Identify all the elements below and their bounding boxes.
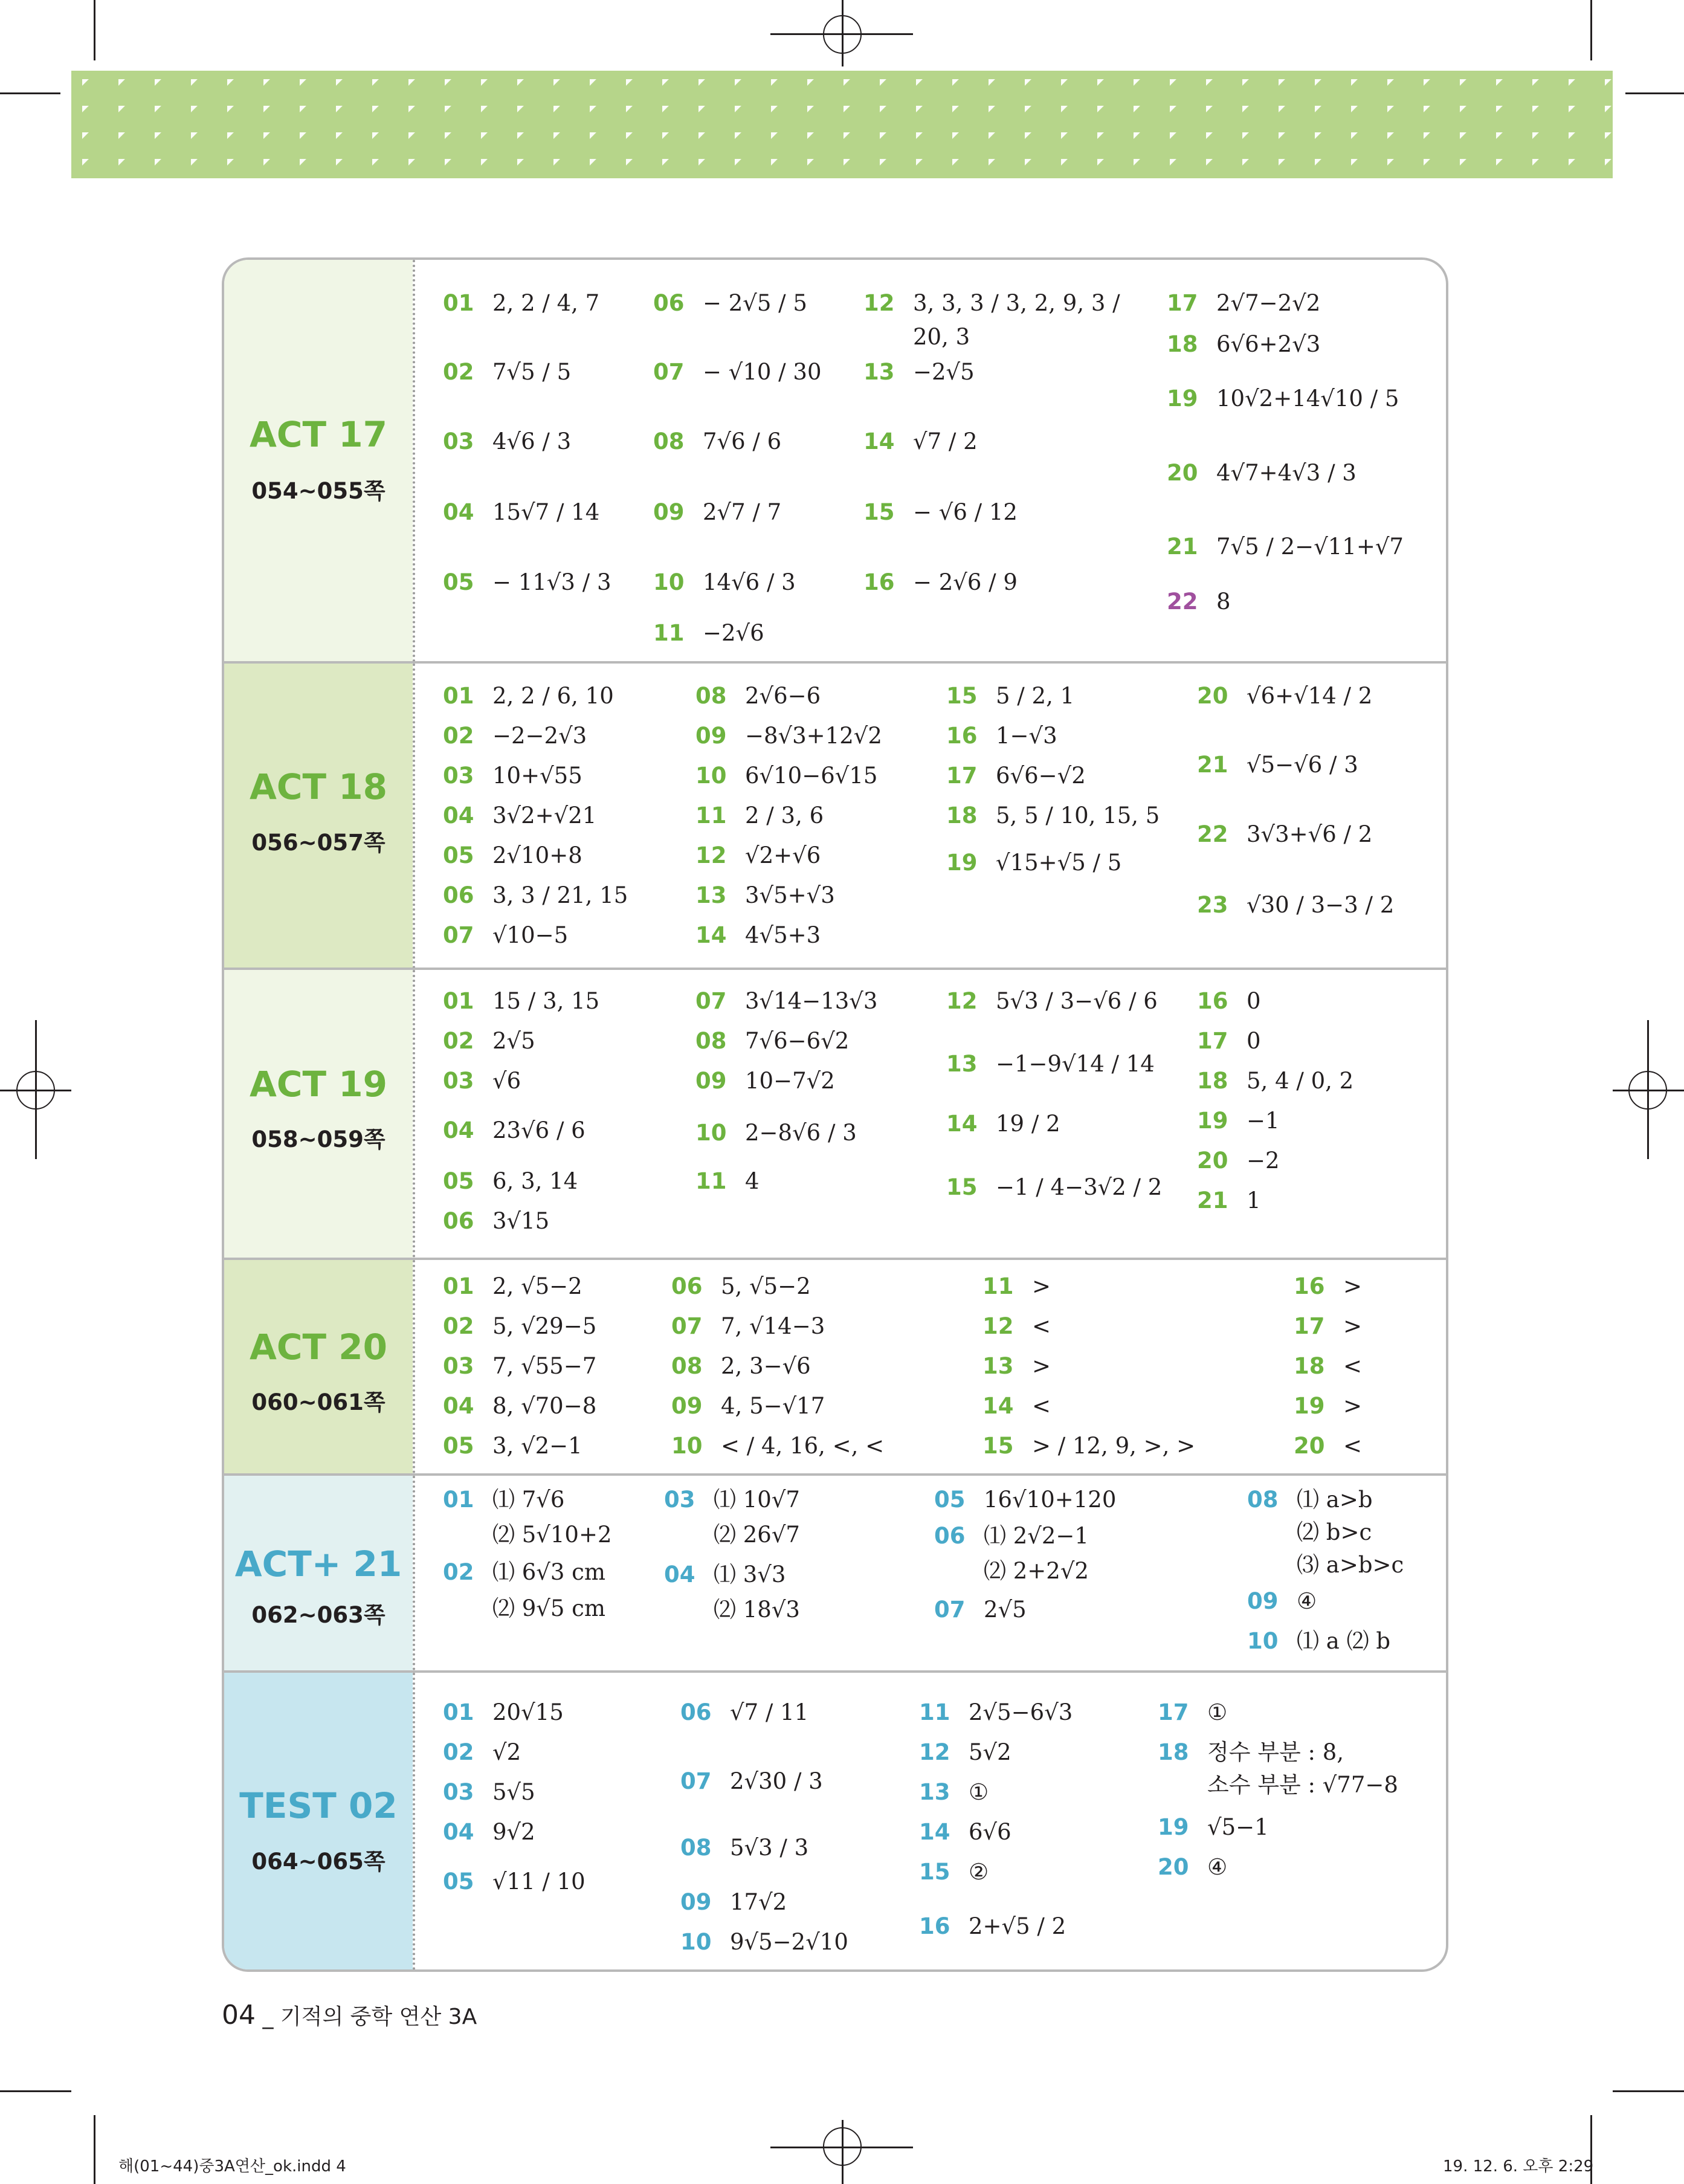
answer-text: 5√3 / 3	[730, 1835, 809, 1861]
answer-number: 08	[671, 1353, 703, 1379]
answer-text: 4, 5−√17	[721, 1393, 825, 1419]
answer-number: 02	[443, 723, 474, 749]
answer-text: 3√5+√3	[745, 882, 835, 908]
answer-text: 1	[1247, 1187, 1261, 1213]
answer-text: 2√10+8	[492, 842, 582, 868]
answer-number: 12	[946, 988, 978, 1014]
answer-number: 09	[680, 1889, 712, 1915]
answer-text: ⑵ 18√3	[714, 1597, 800, 1623]
answer-text: 23√6 / 6	[492, 1117, 586, 1143]
answer-number: 10	[653, 569, 685, 595]
answer-text: 5√3 / 3−√6 / 6	[996, 988, 1158, 1014]
section-title: ACT 18	[250, 766, 387, 807]
section-title: ACT 20	[250, 1326, 387, 1368]
crop-mark	[1590, 0, 1592, 60]
answer-text: 20√15	[492, 1699, 564, 1725]
answer-text: >	[1032, 1353, 1051, 1379]
answer-text: 3√3+√6 / 2	[1247, 821, 1373, 847]
print-slug-file: 해(01~44)중3A연산_ok.indd 4	[118, 2157, 346, 2176]
answer-text: ⑵ 9√5 cm	[492, 1595, 605, 1621]
answer-number: 14	[919, 1819, 950, 1845]
answer-number: 18	[946, 803, 978, 829]
answer-number: 08	[653, 428, 685, 454]
answer-number: 10	[671, 1433, 703, 1459]
answer-text: 4√6 / 3	[492, 428, 572, 454]
page-number: 04	[222, 2000, 256, 2031]
answer-text: −2√6	[703, 620, 764, 646]
answer-text: < / 4, 16, <, <	[721, 1433, 885, 1459]
answer-text: − 11√3 / 3	[492, 569, 611, 595]
answer-number: 13	[982, 1353, 1014, 1379]
answer-text: √6+√14 / 2	[1247, 683, 1373, 709]
answer-number: 06	[934, 1523, 966, 1549]
answer-number: 07	[934, 1597, 966, 1623]
header-band	[71, 71, 1613, 178]
answer-number: 17	[1294, 1313, 1325, 1339]
answer-number: 04	[443, 803, 474, 829]
answer-number: 12	[695, 842, 727, 868]
section-label	[224, 664, 413, 969]
answer-number: 07	[443, 922, 474, 948]
answer-number: 05	[934, 1487, 966, 1513]
answer-number: 13	[919, 1779, 950, 1805]
section-pages: 054~055쪽	[251, 478, 386, 504]
answer-text: > / 12, 9, >, >	[1032, 1433, 1196, 1459]
answer-text: 2, 2 / 4, 7	[492, 290, 600, 316]
answer-number: 21	[1197, 1187, 1228, 1213]
answer-number: 23	[1197, 892, 1228, 918]
answer-text: 정수 부분 : 8,	[1207, 1739, 1344, 1765]
answer-number: 06	[443, 1208, 474, 1234]
answer-number: 18	[1294, 1353, 1325, 1379]
dotted-divider	[413, 1476, 415, 1670]
answer-text: ⑴ 7√6	[492, 1487, 565, 1513]
answer-number: 02	[443, 359, 474, 385]
answer-text: 소수 부분 : √77−8	[1207, 1772, 1398, 1798]
answer-text: 2+√5 / 2	[969, 1913, 1066, 1939]
answer-number: 13	[695, 882, 727, 908]
answer-number: 17	[1167, 290, 1198, 316]
answer-number: 15	[863, 499, 895, 525]
section-act17	[224, 260, 1446, 662]
answer-number: 20	[1294, 1433, 1325, 1459]
section-title: ACT+ 21	[234, 1543, 402, 1585]
answer-number: 15	[946, 1174, 978, 1200]
answer-text: − 2√5 / 5	[703, 290, 807, 316]
answer-number: 01	[443, 683, 474, 709]
answer-text: √5−1	[1207, 1814, 1269, 1840]
answer-text: √2+√6	[745, 842, 821, 868]
answer-text: <	[1032, 1313, 1051, 1339]
dotted-divider	[413, 664, 415, 969]
dotted-divider	[413, 260, 415, 662]
answer-number: 18	[1167, 331, 1198, 357]
answer-number: 15	[946, 683, 978, 709]
answer-number: 07	[671, 1313, 703, 1339]
answer-number: 06	[671, 1273, 703, 1299]
section-title: ACT 19	[250, 1064, 387, 1105]
answer-number: 01	[443, 290, 474, 316]
section-pages: 056~057쪽	[251, 830, 386, 856]
answer-text: ④	[1207, 1854, 1228, 1880]
answer-number: 01	[443, 988, 474, 1014]
answer-text: ⑶ a>b>c	[1297, 1552, 1404, 1578]
answer-text: ⑴ a>b	[1297, 1487, 1373, 1513]
answer-number: 14	[982, 1393, 1014, 1419]
answer-text: √30 / 3−3 / 2	[1247, 892, 1395, 918]
answer-number: 12	[863, 290, 895, 316]
answer-number: 02	[443, 1739, 474, 1765]
answer-text: ④	[1297, 1588, 1317, 1614]
answer-number: 18	[1158, 1739, 1189, 1765]
answer-number: 13	[946, 1051, 978, 1077]
section-act18	[224, 664, 1446, 969]
answer-number: 22	[1197, 821, 1228, 847]
answer-text: 6√6	[969, 1819, 1011, 1845]
answer-text: 7√5 / 5	[492, 359, 572, 385]
answer-text: 7, √14−3	[721, 1313, 825, 1339]
answer-text: 5 / 2, 1	[996, 683, 1075, 709]
answer-text: 2√7 / 7	[703, 499, 782, 525]
answer-text: 15 / 3, 15	[492, 988, 600, 1014]
answer-text: 20, 3	[913, 324, 970, 350]
answer-number: 14	[946, 1111, 978, 1137]
answer-text: √7 / 11	[730, 1699, 809, 1725]
answer-text: ⑵ 5√10+2	[492, 1522, 612, 1548]
answer-number: 03	[443, 1779, 474, 1805]
answer-text: 3√14−13√3	[745, 988, 878, 1014]
answer-text: 7√6 / 6	[703, 428, 782, 454]
answer-number: 09	[671, 1393, 703, 1419]
answer-text: √15+√5 / 5	[996, 850, 1122, 876]
answer-text: ⑴ a ⑵ b	[1297, 1628, 1391, 1654]
answer-text: √6	[492, 1068, 521, 1094]
answer-number: 17	[1197, 1028, 1228, 1054]
answer-text: >	[1032, 1273, 1051, 1299]
crop-mark	[0, 92, 60, 94]
answer-text: 0	[1247, 1028, 1261, 1054]
answer-text: 5, 4 / 0, 2	[1247, 1068, 1354, 1094]
answer-text: 4√5+3	[745, 922, 821, 948]
answer-table	[222, 257, 1448, 1972]
section-label	[224, 260, 413, 662]
answer-number: 02	[443, 1028, 474, 1054]
answer-number: 16	[1197, 988, 1228, 1014]
answer-number: 11	[653, 620, 685, 646]
answer-text: −2−2√3	[492, 723, 587, 749]
answer-text: √10−5	[492, 922, 569, 948]
footer-separator: _	[262, 2005, 274, 2029]
crop-mark	[1625, 92, 1684, 94]
answer-text: √5−√6 / 3	[1247, 752, 1358, 778]
crop-mark	[0, 2090, 71, 2092]
answer-text: 16√10+120	[984, 1487, 1117, 1513]
answer-text: √11 / 10	[492, 1869, 586, 1895]
answer-text: 19 / 2	[996, 1111, 1060, 1137]
answer-text: 4√7+4√3 / 3	[1216, 460, 1357, 486]
section-label	[224, 970, 413, 1258]
section-pages: 058~059쪽	[251, 1126, 386, 1152]
answer-number: 05	[443, 1869, 474, 1895]
answer-number: 16	[946, 723, 978, 749]
answer-number: 12	[982, 1313, 1014, 1339]
answer-text: 5, √5−2	[721, 1273, 811, 1299]
answer-number: 03	[443, 1068, 474, 1094]
answer-text: 2, 3−√6	[721, 1353, 811, 1379]
answer-text: 8	[1216, 589, 1231, 615]
answer-text: 3√2+√21	[492, 803, 597, 829]
answer-number: 13	[863, 359, 895, 385]
answer-number: 04	[443, 1393, 474, 1419]
answer-number: 08	[1247, 1487, 1279, 1513]
answer-number: 22	[1167, 589, 1198, 615]
answer-text: <	[1343, 1353, 1363, 1379]
answer-text: −2√5	[913, 359, 975, 385]
answer-number: 04	[443, 1117, 474, 1143]
answer-text: 5, 5 / 10, 15, 5	[996, 803, 1160, 829]
answer-text: 10√2+14√10 / 5	[1216, 386, 1399, 412]
answer-number: 18	[1197, 1068, 1228, 1094]
answer-number: 07	[680, 1768, 712, 1794]
answer-number: 11	[982, 1273, 1014, 1299]
answer-text: 0	[1247, 988, 1261, 1014]
dotted-divider	[413, 970, 415, 1258]
section-act19	[224, 970, 1446, 1258]
answer-number: 05	[443, 569, 474, 595]
answer-number: 09	[1247, 1588, 1279, 1614]
answer-number: 20	[1158, 1854, 1189, 1880]
answer-text: ⑴ 3√3	[714, 1562, 786, 1588]
answer-number: 03	[443, 428, 474, 454]
answer-number: 06	[443, 882, 474, 908]
page-footer	[222, 2000, 477, 2031]
answer-number: 19	[1158, 1814, 1189, 1840]
answer-text: ①	[1207, 1699, 1228, 1725]
answer-number: 03	[443, 1353, 474, 1379]
crop-mark	[94, 0, 95, 60]
answer-number: 15	[919, 1859, 950, 1885]
answer-text: −1	[1247, 1108, 1280, 1134]
answer-text: 14√6 / 3	[703, 569, 796, 595]
section-test02	[224, 1673, 1446, 1972]
answer-text: 10+√55	[492, 763, 582, 789]
answer-text: 5√5	[492, 1779, 535, 1805]
answer-text: − √10 / 30	[703, 359, 822, 385]
answer-text: 2√7−2√2	[1216, 290, 1321, 316]
answer-text: − √6 / 12	[913, 499, 1018, 525]
answer-number: 03	[664, 1487, 695, 1513]
answer-text: 2√30 / 3	[730, 1768, 823, 1794]
answer-number: 16	[863, 569, 895, 595]
answer-text: 5, √29−5	[492, 1313, 597, 1339]
answer-number: 08	[695, 1028, 727, 1054]
answer-text: ⑵ 2+2√2	[984, 1558, 1089, 1584]
crop-mark	[94, 2115, 95, 2184]
answer-text: >	[1343, 1313, 1363, 1339]
answer-text: 3, √2−1	[492, 1433, 582, 1459]
answer-text: −2	[1247, 1148, 1280, 1174]
answer-text: 2, 2 / 6, 10	[492, 683, 614, 709]
registration-mark	[823, 15, 862, 54]
answer-number: 01	[443, 1487, 474, 1513]
answer-text: ⑵ 26√7	[714, 1522, 800, 1548]
answer-text: ⑴ 10√7	[714, 1487, 800, 1513]
answer-number: 19	[1197, 1108, 1228, 1134]
answer-text: 3, 3, 3 / 3, 2, 9, 3 /	[913, 290, 1120, 316]
answer-number: 03	[443, 763, 474, 789]
print-slug-date: 19. 12. 6. 오후 2:29	[1443, 2157, 1594, 2176]
answer-text: 9√2	[492, 1819, 535, 1845]
answer-text: 2, √5−2	[492, 1273, 582, 1299]
answer-text: ②	[969, 1859, 989, 1885]
answer-number: 04	[664, 1562, 695, 1588]
answer-text: √2	[492, 1739, 521, 1765]
answer-number: 06	[653, 290, 685, 316]
answer-number: 11	[919, 1699, 950, 1725]
answer-text: 17√2	[730, 1889, 787, 1915]
answer-number: 09	[653, 499, 685, 525]
answer-number: 06	[680, 1699, 712, 1725]
dotted-divider	[413, 1673, 415, 1972]
answer-text: −8√3+12√2	[745, 723, 882, 749]
registration-mark	[16, 1071, 55, 1110]
answer-number: 05	[443, 1433, 474, 1459]
answer-text: 10−7√2	[745, 1068, 835, 1094]
answer-number: 12	[919, 1739, 950, 1765]
answer-text: 2√5	[492, 1028, 535, 1054]
answer-text: 1−√3	[996, 723, 1057, 749]
answer-number: 04	[443, 499, 474, 525]
answer-text: <	[1343, 1433, 1363, 1459]
section-act20	[224, 1260, 1446, 1473]
answer-text: − 2√6 / 9	[913, 569, 1018, 595]
answer-number: 10	[680, 1929, 712, 1955]
answer-text: 2 / 3, 6	[745, 803, 824, 829]
answer-number: 20	[1197, 683, 1228, 709]
answer-number: 09	[695, 1068, 727, 1094]
answer-text: ①	[969, 1779, 989, 1805]
crop-mark	[1613, 2090, 1684, 2092]
answer-text: −1 / 4−3√2 / 2	[996, 1174, 1163, 1200]
answer-number: 05	[443, 842, 474, 868]
answer-text: 6√10−6√15	[745, 763, 878, 789]
answer-text: 8, √70−8	[492, 1393, 597, 1419]
answer-text: 6, 3, 14	[492, 1168, 578, 1194]
section-pages: 062~063쪽	[251, 1602, 386, 1628]
answer-text: ⑵ b>c	[1297, 1519, 1372, 1545]
answer-text: 4	[745, 1168, 760, 1194]
answer-text: ⑴ 2√2−1	[984, 1523, 1089, 1549]
answer-text: 2−8√6 / 3	[745, 1120, 857, 1146]
answer-text: −1−9√14 / 14	[996, 1051, 1155, 1077]
answer-number: 14	[695, 922, 727, 948]
answer-number: 16	[919, 1913, 950, 1939]
answer-text: 3, 3 / 21, 15	[492, 882, 628, 908]
answer-text: 9√5−2√10	[730, 1929, 848, 1955]
answer-text: >	[1343, 1393, 1363, 1419]
answer-text: 3√15	[492, 1208, 550, 1234]
answer-number: 14	[863, 428, 895, 454]
answer-number: 11	[695, 1168, 727, 1194]
answer-text: 2√6−6	[745, 683, 821, 709]
section-pages: 064~065쪽	[251, 1849, 386, 1875]
answer-number: 01	[443, 1699, 474, 1725]
answer-number: 07	[695, 988, 727, 1014]
answer-text: 2√5	[984, 1597, 1027, 1623]
answer-number: 21	[1167, 534, 1198, 560]
answer-number: 10	[1247, 1628, 1279, 1654]
answer-number: 01	[443, 1273, 474, 1299]
answer-number: 02	[443, 1313, 474, 1339]
answer-text: 7√6−6√2	[745, 1028, 850, 1054]
answer-number: 10	[695, 1120, 727, 1146]
answer-number: 07	[653, 359, 685, 385]
section-pages: 060~061쪽	[251, 1389, 386, 1415]
answer-number: 15	[982, 1433, 1014, 1459]
answer-text: 2√5−6√3	[969, 1699, 1073, 1725]
answer-number: 17	[946, 763, 978, 789]
answer-number: 20	[1197, 1148, 1228, 1174]
answer-number: 16	[1294, 1273, 1325, 1299]
answer-number: 04	[443, 1819, 474, 1845]
answer-number: 19	[1294, 1393, 1325, 1419]
section-title: TEST 02	[239, 1785, 398, 1826]
section-act21	[224, 1476, 1446, 1670]
answer-number: 09	[695, 723, 727, 749]
answer-text: <	[1032, 1393, 1051, 1419]
dotted-divider	[413, 1260, 415, 1473]
answer-text: ⑴ 6√3 cm	[492, 1559, 605, 1585]
answer-text: √7 / 2	[913, 428, 978, 454]
answer-number: 08	[680, 1835, 712, 1861]
answer-number: 08	[695, 683, 727, 709]
answer-number: 02	[443, 1559, 474, 1585]
registration-mark	[1628, 1071, 1667, 1110]
answer-number: 20	[1167, 460, 1198, 486]
answer-number: 21	[1197, 752, 1228, 778]
answer-number: 05	[443, 1168, 474, 1194]
answer-text: 7√5 / 2−√11+√7	[1216, 534, 1404, 560]
answer-number: 11	[695, 803, 727, 829]
answer-number: 19	[1167, 386, 1198, 412]
answer-number: 10	[695, 763, 727, 789]
answer-text: 15√7 / 14	[492, 499, 600, 525]
answer-text: >	[1343, 1273, 1363, 1299]
answer-number: 19	[946, 850, 978, 876]
section-title: ACT 17	[250, 414, 387, 455]
answer-text: 5√2	[969, 1739, 1011, 1765]
answer-text: 6√6+2√3	[1216, 331, 1321, 357]
book-title: 기적의 중학 연산 3A	[280, 2005, 477, 2029]
registration-mark	[823, 2127, 862, 2166]
answer-number: 17	[1158, 1699, 1189, 1725]
answer-text: 7, √55−7	[492, 1353, 597, 1379]
answer-text: 6√6−√2	[996, 763, 1086, 789]
